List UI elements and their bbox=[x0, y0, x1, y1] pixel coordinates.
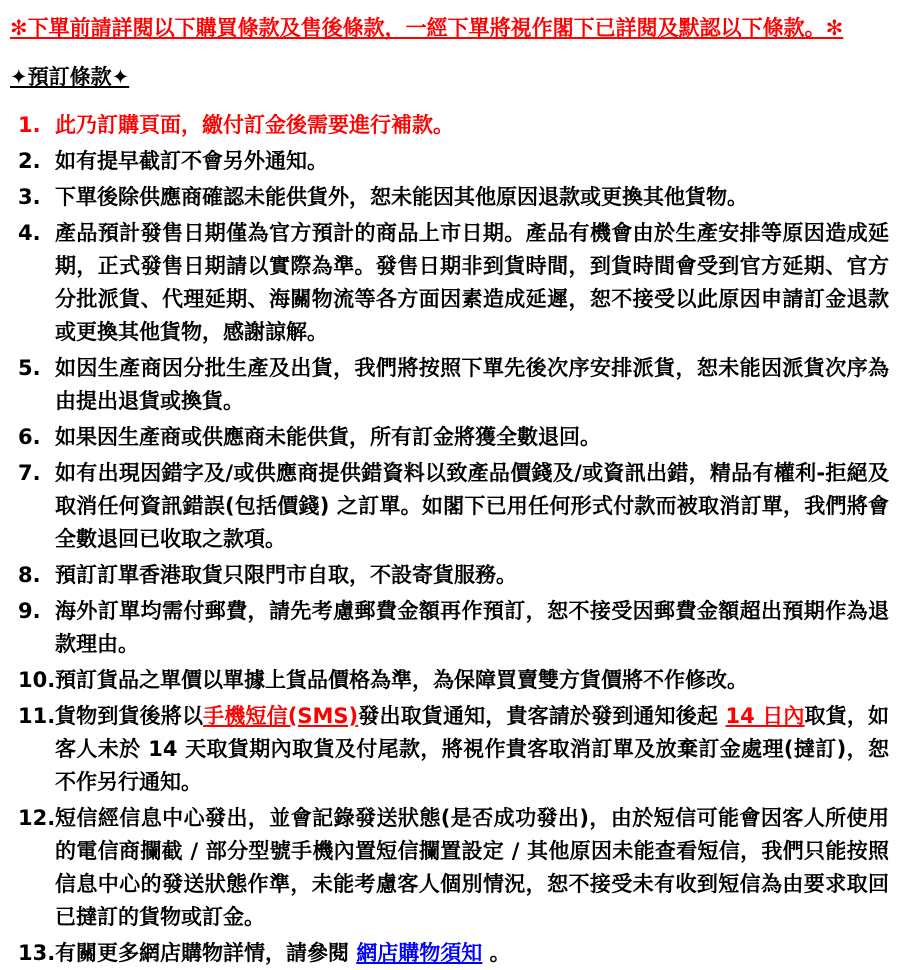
term-item-8 bbox=[10, 559, 889, 592]
term-text: 取貨，如客人未於 14 天取貨期內取貨及付尾款，將視作貴客取消訂單及放棄訂金處理(撻訂)，恕不作另行通知。 bbox=[55, 704, 890, 794]
term-text: 如有提早截訂不會另外通知。 bbox=[55, 149, 328, 173]
term-item-9 bbox=[10, 595, 889, 661]
term-number: 8. bbox=[18, 563, 41, 587]
term-text: 預訂貨品之單價以單據上貨品價格為準，為保障買賣雙方貨價將不作修改。 bbox=[55, 668, 748, 692]
term-text: 有關更多網店購物詳情，請參閱 bbox=[55, 941, 357, 965]
term-item-13 bbox=[10, 937, 889, 970]
term-text: 如果因生產商或供應商未能供貨，所有訂金將獲全數退回。 bbox=[55, 425, 601, 449]
section-title bbox=[10, 62, 889, 92]
term-item-3 bbox=[10, 181, 889, 214]
shop-guide-link[interactable]: 網店購物須知 bbox=[356, 941, 483, 965]
term-text: 海外訂單均需付郵費，請先考慮郵費金額再作預訂，恕不接受因郵費金額超出預期作為退款理由。 bbox=[55, 599, 889, 656]
term-item-2 bbox=[10, 145, 889, 178]
term-text: 發出取貨通知，貴客請於發到通知後起 bbox=[358, 704, 726, 728]
term-number: 10. bbox=[18, 668, 56, 692]
term-number: 11. bbox=[18, 704, 56, 728]
purchase-notice-banner bbox=[10, 13, 889, 43]
term-item-6 bbox=[10, 421, 889, 454]
term-text: 。 bbox=[482, 941, 511, 965]
term-number: 6. bbox=[18, 425, 41, 449]
highlighted-text: 手機短信(SMS) bbox=[203, 704, 359, 728]
term-number: 4. bbox=[18, 221, 41, 245]
term-item-1 bbox=[10, 109, 889, 142]
term-item-12 bbox=[10, 802, 889, 934]
term-number: 9. bbox=[18, 599, 41, 623]
term-text: 預訂訂單香港取貨只限門市自取，不設寄貨服務。 bbox=[55, 563, 517, 587]
term-number: 12. bbox=[18, 806, 56, 830]
term-number: 1. bbox=[18, 113, 41, 137]
term-text: 貨物到貨後將以 bbox=[55, 704, 204, 728]
term-item-10 bbox=[10, 664, 889, 697]
terms-list bbox=[10, 109, 889, 970]
term-number: 7. bbox=[18, 461, 41, 485]
highlighted-text: 14 日內 bbox=[725, 704, 805, 728]
term-item-5 bbox=[10, 352, 889, 418]
term-item-11 bbox=[10, 700, 889, 799]
term-number: 3. bbox=[18, 185, 41, 209]
term-text: 下單後除供應商確認未能供貨外，恕未能因其他原因退款或更換其他貨物。 bbox=[55, 185, 748, 209]
term-number: 13. bbox=[18, 941, 56, 965]
term-number: 5. bbox=[18, 356, 41, 380]
term-text: 此乃訂購頁面，繳付訂金後需要進行補款。 bbox=[55, 113, 454, 137]
term-text: 如因生產商因分批生產及出貨，我們將按照下單先後次序安排派貨，恕未能因派貨次序為由提出退貨或換貨。 bbox=[55, 356, 889, 413]
section-title-text: ✦預訂條款✦ bbox=[10, 65, 130, 89]
term-text: 產品預計發售日期僅為官方預計的商品上市日期。產品有機會由於生產安排等原因造成延期，正式發售日期請以實際為準。發售日期非到貨時間，到貨時間會受到官方延期、官方分批派貨、代理延期、海關物流等各方面因素造成延遲，恕不接受以此原因申請訂金退款或更換其他貨物，感謝諒解。 bbox=[55, 221, 889, 344]
purchase-notice-text: ✻下單前請詳閱以下購買條款及售後條款，一經下單將視作閣下已詳閱及默認以下條款。✻ bbox=[10, 16, 844, 40]
term-item-7 bbox=[10, 457, 889, 556]
term-text: 如有出現因錯字及/或供應商提供錯資料以致產品價錢及/或資訊出錯，精品有權利-拒絕及取消任何資訊錯誤(包括價錢) 之訂單。如閣下已用任何形式付款而被取消訂單，我們將會全數退回已收取之款項。 bbox=[55, 461, 889, 551]
term-number: 2. bbox=[18, 149, 41, 173]
term-item-4 bbox=[10, 217, 889, 349]
term-text: 短信經信息中心發出，並會記錄發送狀態(是否成功發出)，由於短信可能會因客人所使用的電信商攔截 / 部分型號手機內置短信攔置設定 / 其他原因未能查看短信，我們只能按照信息中心的發送狀態作準，未能考慮客人個別情況，恕不接受未有收到短信為由要求取回已撻訂的貨物或訂金。 bbox=[55, 806, 889, 929]
